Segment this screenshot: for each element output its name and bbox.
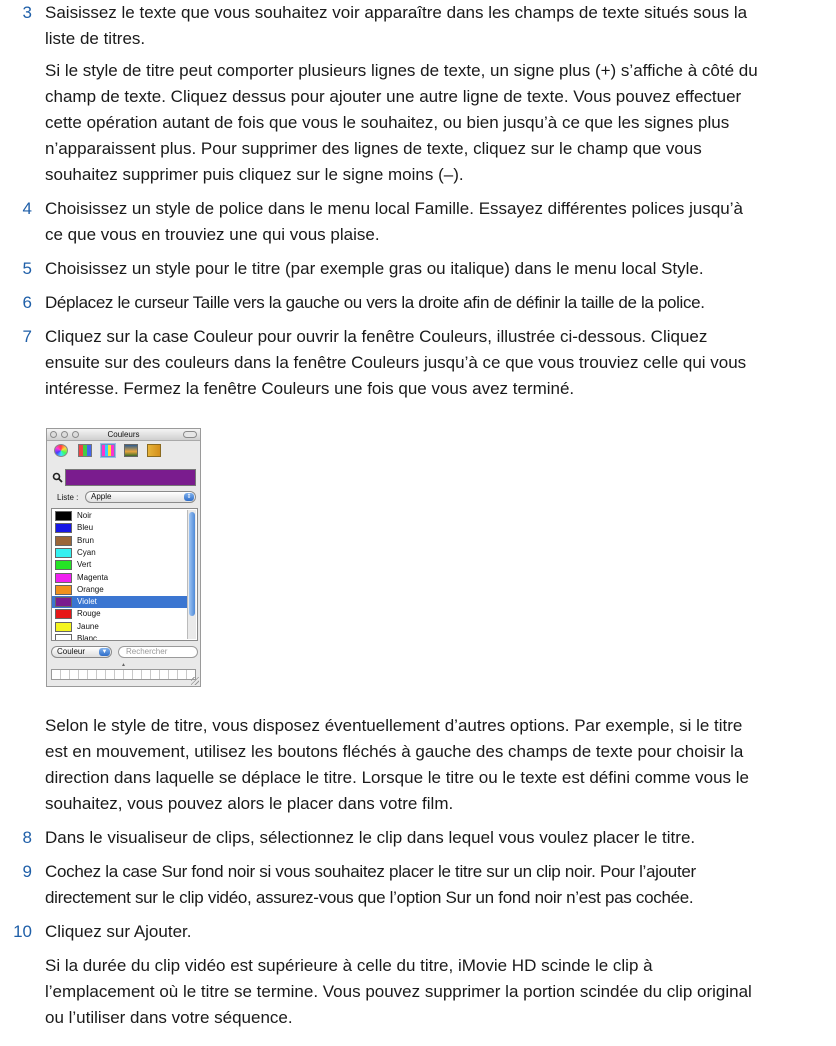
step-number: 10 <box>13 922 32 941</box>
color-name: Brun <box>77 535 94 545</box>
swatch-drawer[interactable] <box>51 669 196 680</box>
color-list-item[interactable] <box>52 621 188 633</box>
toolbar-toggle-button[interactable] <box>183 431 197 438</box>
color-chip <box>55 548 72 558</box>
step-text: Saisissez le texte que vous souhaitez voir apparaître dans les champs de texte situés sous la liste de titres. <box>45 3 748 48</box>
current-color-well[interactable] <box>65 469 196 486</box>
paragraph-plus-sign-info: Si le style de titre peut comporter plusieurs lignes de texte, un signe plus (+) s’affiche à côté du champ de texte. Cliquez dessus pour ajouter une autre ligne de texte. Vous pouvez effectuer cette opération autant de fois que vous le souhaitez, ou bien jusqu’à ce que les signes plus n’apparaissent plus. Pour supprimer des lignes de texte, cliquez sur le champ que vous souhaitez supprimer puis cliquez sur le signe moins (–). <box>45 61 758 184</box>
resize-grip-icon[interactable] <box>191 677 199 685</box>
color-list <box>51 508 198 641</box>
color-list-item[interactable] <box>52 572 188 584</box>
paragraph-more-options: Selon le style de titre, vous disposez éventuellement d’autres options. Par exemple, si le titre est en mouvement, utilisez les boutons fléchés à gauche des champs de texte pour choisir la direction dans laquelle se déplace le titre. Lorsque le titre ou le texte est défini comme vous le souhaitez, vous pouvez alors le placer dans votre film. <box>45 716 750 813</box>
color-chip <box>55 609 72 619</box>
step-text: Déplacez le curseur Taille vers la gauche ou vers la droite afin de définir la taille de la police. <box>45 293 705 312</box>
color-name: Blanc <box>77 634 98 641</box>
step-text: Choisissez un style pour le titre (par exemple gras ou italique) dans le menu local Style. <box>45 259 704 278</box>
color-name: Noir <box>77 511 92 520</box>
color-list-item[interactable] <box>52 633 188 641</box>
color-name: Orange <box>77 584 104 594</box>
color-chip <box>55 634 72 641</box>
color-list-item[interactable] <box>52 535 188 547</box>
list-label: Liste : <box>57 493 79 502</box>
color-name: Magenta <box>77 572 109 582</box>
scrollbar[interactable] <box>187 510 196 639</box>
color-chip <box>55 536 72 546</box>
color-action-label: Couleur <box>57 647 86 656</box>
color-chip <box>55 560 72 570</box>
step-number: 4 <box>22 199 32 218</box>
chevron-down-icon: ▼ <box>99 648 110 656</box>
window-titlebar <box>47 429 200 441</box>
color-list-item[interactable] <box>52 584 188 596</box>
color-chip <box>55 597 72 607</box>
color-list-item[interactable] <box>52 522 188 534</box>
step-text: Cochez la case Sur fond noir si vous souhaitez placer le titre sur un clip noir. Pour l’ajouter directement sur le clip vidéo, assurez-vous que l’option Sur un fond noir n’est pas cochée. <box>45 862 696 907</box>
color-chip <box>55 622 72 632</box>
step-number: 6 <box>22 293 32 312</box>
search-input[interactable]: Rechercher <box>118 646 198 658</box>
color-action-popup[interactable] <box>51 646 112 658</box>
color-list-item[interactable] <box>52 547 188 559</box>
crayons-icon[interactable] <box>147 444 161 457</box>
color-palettes-icon[interactable] <box>101 444 115 457</box>
splitter-handle[interactable]: ▲ <box>121 662 126 668</box>
color-chip <box>55 573 72 583</box>
color-chip <box>55 511 72 521</box>
image-palettes-icon[interactable] <box>124 444 138 457</box>
scroll-thumb[interactable] <box>189 512 195 616</box>
color-name: Rouge <box>77 609 101 619</box>
color-list-item[interactable] <box>52 596 188 608</box>
step-text: Dans le visualiseur de clips, sélectionnez le clip dans lequel vous voulez placer le titre. <box>45 828 696 847</box>
color-wheel-icon[interactable] <box>54 444 68 457</box>
step-number: 7 <box>22 327 32 346</box>
step-number: 8 <box>22 828 32 847</box>
color-chip <box>55 585 72 595</box>
paragraph-split-clip: Si la durée du clip vidéo est supérieure à celle du titre, iMovie HD scinde le clip à l’emplacement où le titre se termine. Vous pouvez supprimer la portion scindée du clip original ou l’utiliser dans votre séquence. <box>45 956 752 1027</box>
step-text: Cliquez sur la case Couleur pour ouvrir la fenêtre Couleurs, illustrée ci-dessous. Cliquez ensuite sur des couleurs dans la fenêtre Couleurs jusqu’à ce que vous trouviez celle qui vous intéresse. Fermez la fenêtre Couleurs une fois que vous avez terminé. <box>45 327 747 398</box>
color-name: Bleu <box>77 523 94 533</box>
colors-window <box>46 428 201 687</box>
color-name: Violet <box>77 597 97 607</box>
step-number: 5 <box>22 259 32 278</box>
color-name: Cyan <box>77 547 96 557</box>
palette-list-select[interactable] <box>85 491 196 503</box>
color-list-item[interactable] <box>52 510 188 522</box>
color-list-item[interactable] <box>52 608 188 620</box>
window-title: Couleurs <box>107 430 140 439</box>
color-sliders-icon[interactable] <box>78 444 92 457</box>
magnifier-icon[interactable] <box>52 472 63 483</box>
updown-arrows-icon: ⇕ <box>184 493 194 501</box>
color-chip <box>55 523 72 533</box>
color-name: Jaune <box>77 621 99 631</box>
color-picker-toolbar <box>47 441 200 460</box>
color-list-item[interactable] <box>52 559 188 571</box>
step-text: Choisissez un style de police dans le menu local Famille. Essayez différentes polices jusqu’à ce que vous en trouviez une qui vous plaise. <box>45 199 743 244</box>
step-number: 3 <box>22 3 32 22</box>
step-text: Cliquez sur Ajouter. <box>45 922 192 941</box>
color-name: Vert <box>77 560 92 570</box>
step-number: 9 <box>22 862 32 881</box>
palette-list-value: Apple <box>91 492 112 501</box>
